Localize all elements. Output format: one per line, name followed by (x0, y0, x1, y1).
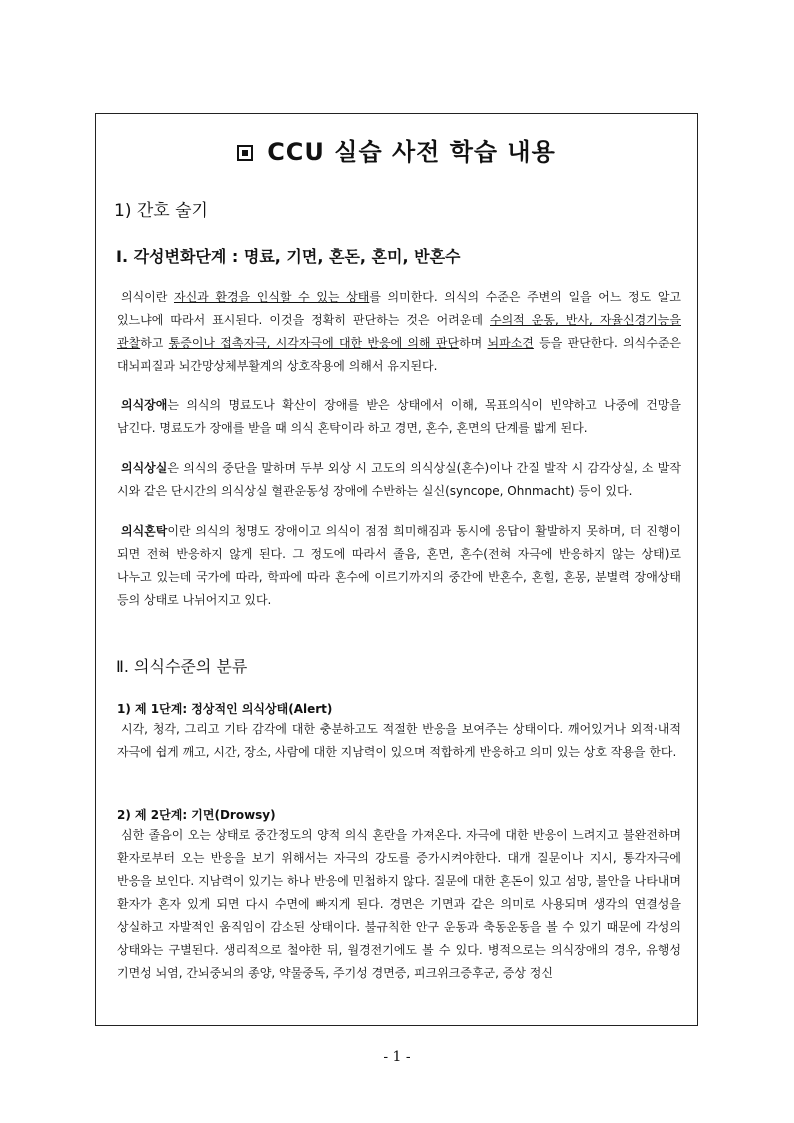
text-segment: 하고 (140, 336, 169, 350)
heading-consciousness-stages: Ⅰ. 각성변화단계 : 명료, 기면, 혼돈, 혼미, 반혼수 (116, 247, 461, 266)
bold-term: 의식장애 (121, 398, 168, 412)
text-segment: 를 의미한다. 의식의 수준은 주변의 일을 어느 정도 알고 있느냐에 따라서 표시된다. 이것을 정확히 판단하는 것은 어려운데 (117, 290, 681, 327)
stage2-paragraph: 심한 졸음이 오는 상태로 중간정도의 양적 의식 혼란을 가져온다. 자극에 대한 반응이 느려지고 불완전하며 환자로부터 오는 반응을 보기 위해서는 자극의 강도를 증가시켜야한다. 대개 질문이나 지시, 통각자극에 반응을 보인다. 지남력이 있기는 하나 반응에 민첩하지 않다. 질문에 대한 혼돈이 있고 섬망, 불안을 나타내며 환자가 혼자 있게 되면 다시 수면에 빠지게 된다. 경면은 기면과 같은 의미로 사용되며 생각의 연결성을 상실하고 자발적인 움직임이 감소된 상태이다. 불규칙한 안구 운동과 축동운동을 볼 수 있기 때문에 각성의 상태와는 구별된다. 생리적으로 철야한 뒤, 월경전기에도 볼 수 있다. 병적으로는 의식장애의 경우, 유행성 기면성 뇌염, 간뇌중뇌의 종양, 약물중독, 주기성 경면증, 피크위크증후군, 증상 정신 (117, 828, 681, 980)
underlined-text: 뇌파소견 (487, 336, 534, 350)
bold-term: 의식혼탁 (121, 524, 168, 538)
stage1-label: 1) 제 1단계: 정상적인 의식상태(Alert) (117, 702, 333, 716)
page-number: - 1 - (383, 1049, 411, 1065)
text-segment: 는 의식의 명료도나 확산이 장애를 받은 상태에서 이해, 목표의식이 빈약하고 나중에 건망을 남긴다. 명료도가 장애를 받을 때 의식 혼탁이라 하고 경면, 혼수, 혼면의 단계를 밟게 된다. (117, 398, 681, 435)
text-segment: 하며 (459, 336, 488, 350)
heading-classification: Ⅱ. 의식수준의 분류 (116, 657, 248, 676)
title-text: CCU 실습 사전 학습 내용 (267, 138, 556, 166)
underlined-text: 통증이나 접촉자극, 시각자극에 대한 반응에 의해 판단 (168, 336, 460, 350)
underlined-text: 수의적 운동, 반사, 자율신경기능을 관찰 (117, 313, 681, 350)
paragraph-consciousness-disorder (117, 394, 681, 440)
paragraph-consciousness-definition (117, 286, 681, 378)
stage1-paragraph: 시각, 청각, 그리고 기타 감각에 대한 충분하고도 적절한 반응을 보여주는 상태이다. 깨어있거나 외적·내적 자극에 쉽게 깨고, 시간, 장소, 사람에 대한 지남력이 있으며 적합하게 반응하고 의미 있는 상호 작용을 한다. (117, 722, 681, 759)
section-heading: 1) 간호 술기 (114, 201, 208, 221)
text-segment: 등을 판단한다. 의식수준은 대뇌피질과 뇌간망상체부활계의 상호작용에 의해서 유지된다. (117, 336, 682, 373)
paragraph-loss-of-consciousness (117, 457, 681, 503)
stage2-label: 2) 제 2단계: 기면(Drowsy) (117, 808, 276, 822)
square-bullet-icon (237, 145, 253, 161)
text-segment: 의식이란 (121, 290, 174, 304)
text-segment: 은 의식의 중단을 말하며 두부 외상 시 고도의 의식상실(혼수)이나 간질 발작 시 감각상실, 소 발작 시와 같은 단시간의 의식상실 혈관운동성 장애에 수반하는 실신(syncope, Ohnmacht) 등이 있다. (117, 461, 681, 498)
document-frame (95, 113, 698, 1026)
paragraph-clouding-of-consciousness (117, 520, 681, 612)
document-title (96, 132, 697, 167)
text-segment: 이란 의식의 청명도 장애이고 의식이 점점 희미해짐과 동시에 응답이 활발하지 못하며, 더 진행이 되면 전혀 반응하지 않게 된다. 그 정도에 따라서 졸음, 혼면, 혼수(전혀 자극에 반응하지 않는 상태)로 나누고 있는데 국가에 따라, 학파에 따라 혼수에 이르기까지의 중간에 반혼수, 혼힐, 혼몽, 분별력 장애상태 등의 상태로 나뉘어지고 있다. (117, 524, 681, 607)
bold-term: 의식상실 (121, 461, 168, 475)
underlined-text: 자신과 환경을 인식할 수 있는 상태 (173, 290, 370, 304)
